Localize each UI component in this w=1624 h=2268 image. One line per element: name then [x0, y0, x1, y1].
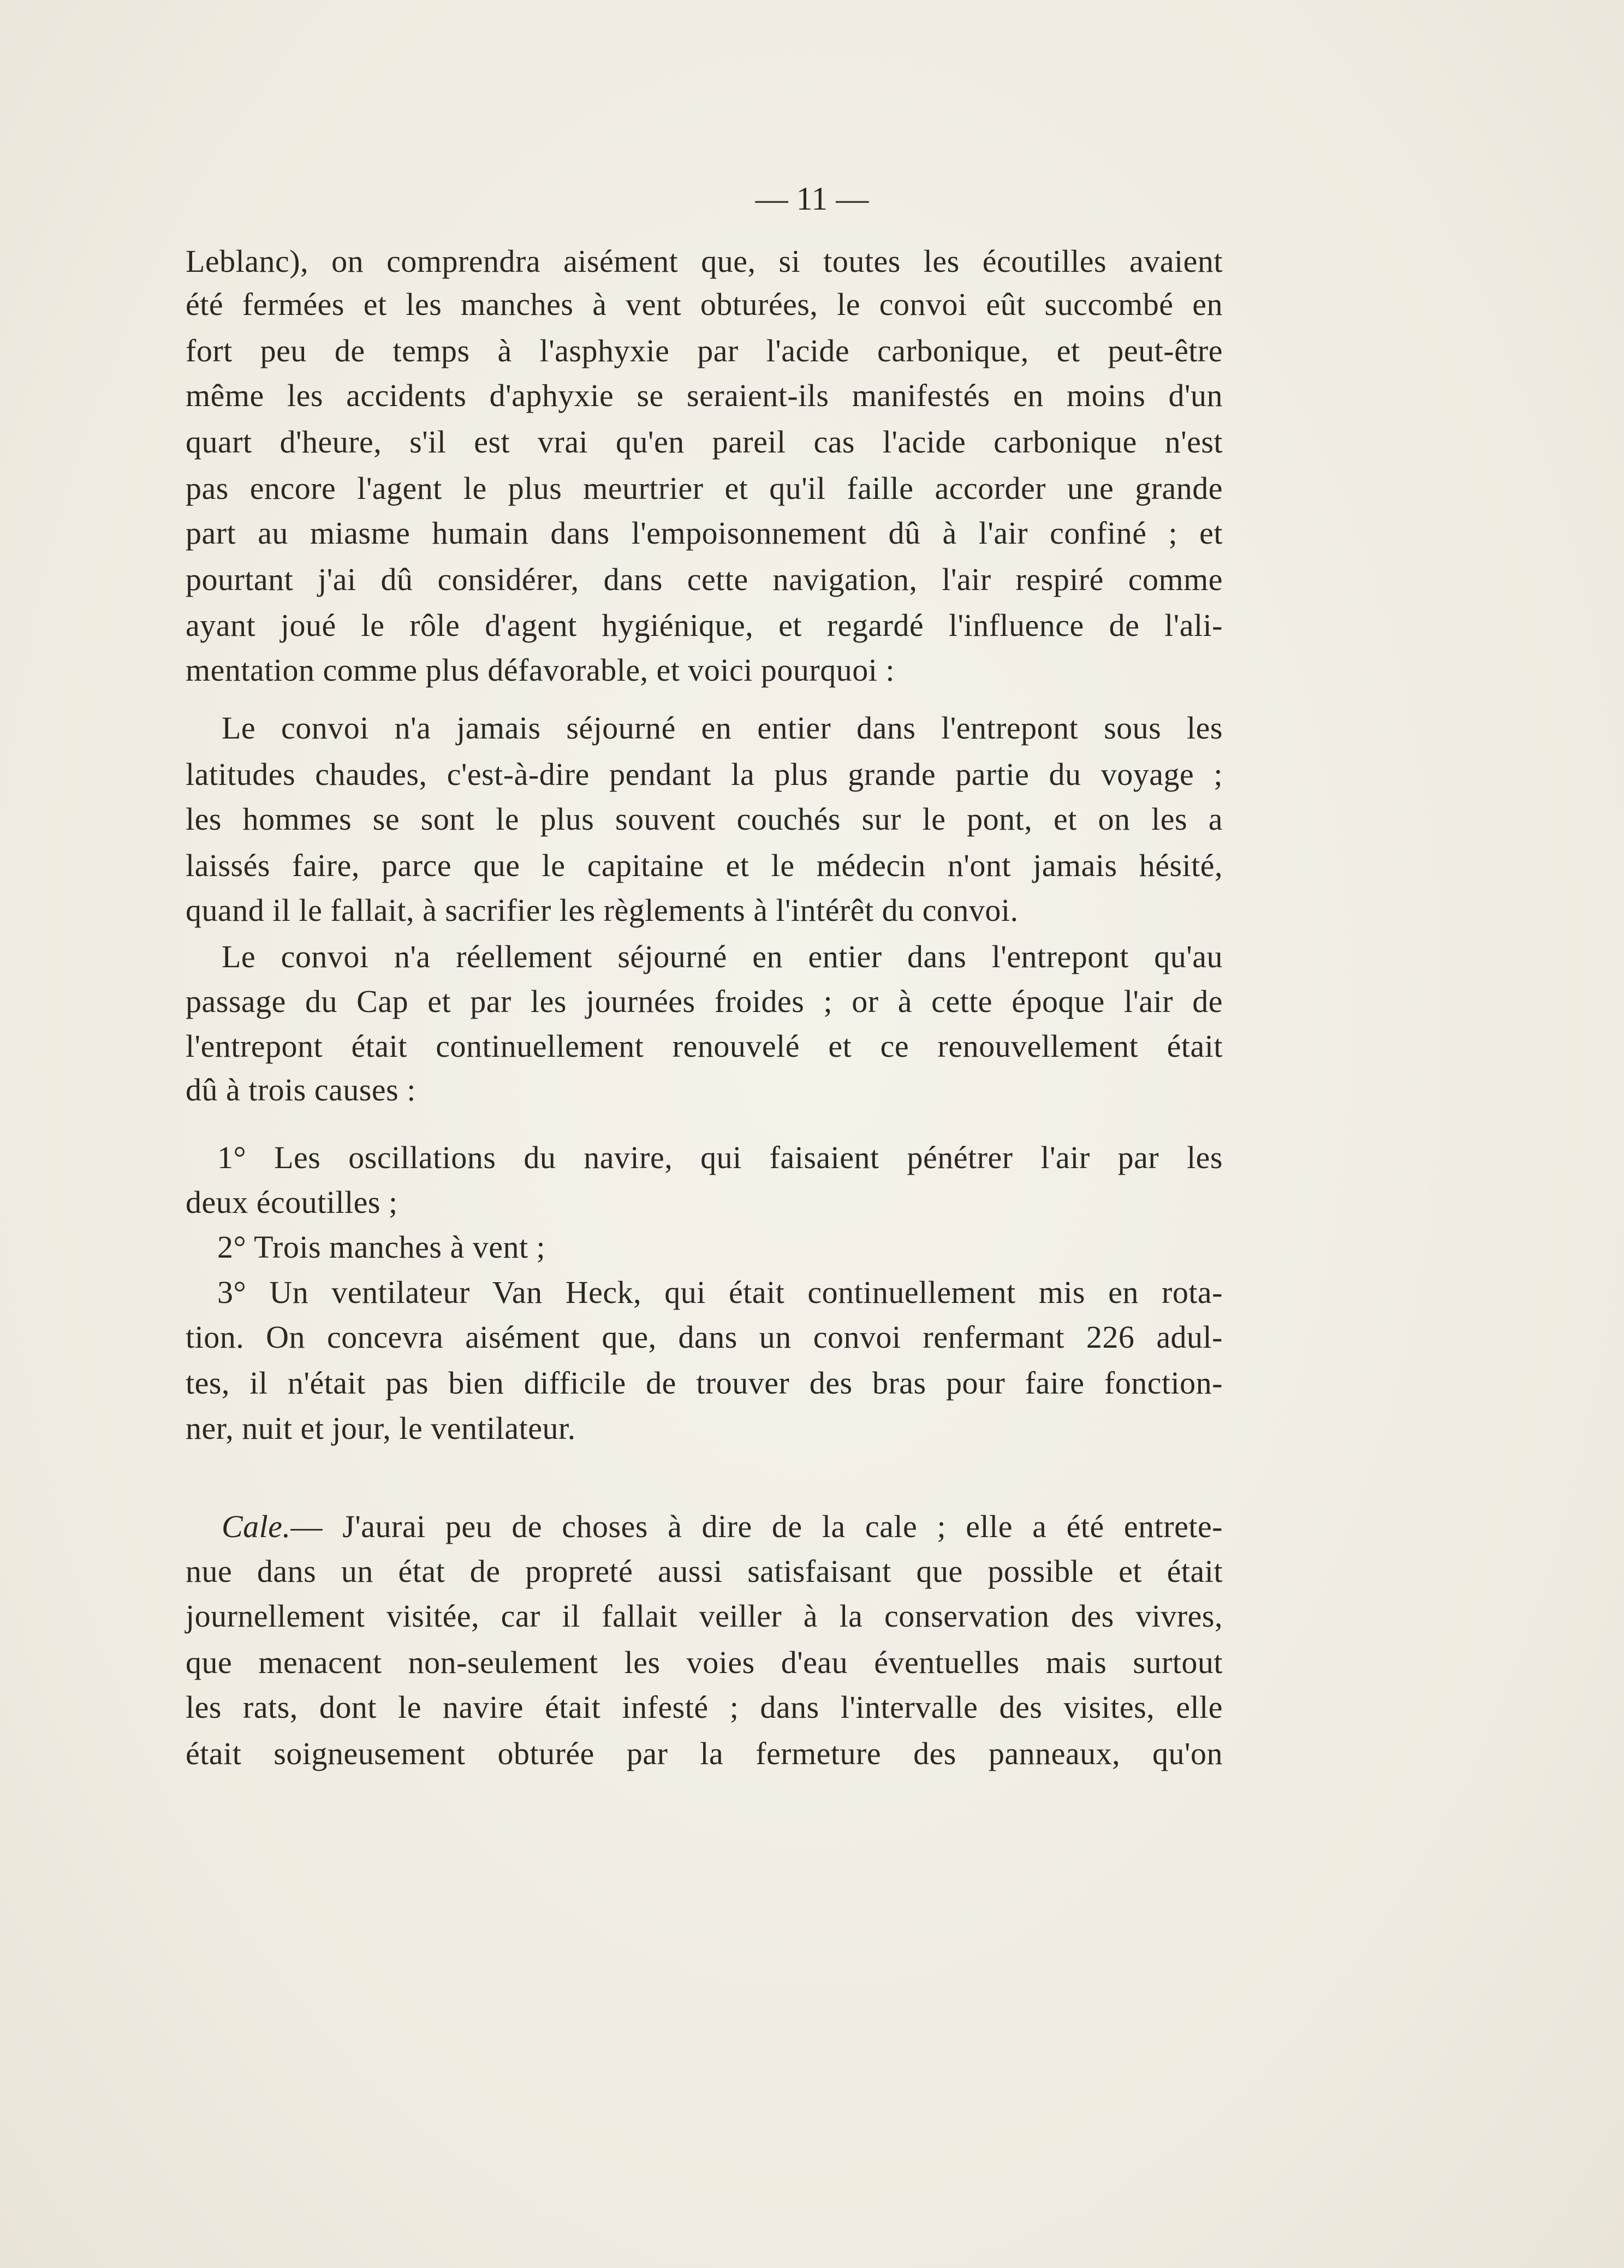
text-line: était soigneusement obturée par la fermeture des panneaux, qu'on — [186, 1736, 1223, 1771]
text-line: latitudes chaudes, c'est-à-dire pendant la plus grande partie du voyage ; — [186, 757, 1223, 792]
page-number: — 11 — — [755, 181, 869, 217]
text-line: tion. On concevra aisément que, dans un convoi renfermant 226 adul- — [186, 1319, 1223, 1355]
text-line: été fermées et les manches à vent obturées, le convoi eût succombé en — [186, 287, 1223, 322]
text-line: 1° Les oscillations du navire, qui faisaient pénétrer l'air par les — [217, 1140, 1223, 1175]
text-line: part au miasme humain dans l'empoisonnement dû à l'air confiné ; et — [186, 515, 1223, 551]
text-line: ayant joué le rôle d'agent hygiénique, et regardé l'influence de l'ali- — [186, 608, 1223, 643]
text-line: pourtant j'ai dû considérer, dans cette navigation, l'air respiré comme — [186, 562, 1223, 597]
line-text: — J'aurai peu de choses à dire de la cale ; elle a été entrete- — [290, 1509, 1223, 1544]
text-line: Le convoi n'a réellement séjourné en entier dans l'entrepont qu'au — [222, 939, 1223, 974]
text-line: fort peu de temps à l'asphyxie par l'acide carbonique, et peut-être — [186, 333, 1223, 368]
text-line: quart d'heure, s'il est vrai qu'en pareil cas l'acide carbonique n'est — [186, 424, 1223, 460]
text-line: journellement visitée, car il fallait veiller à la conservation des vivres, — [186, 1598, 1223, 1634]
text-line: que menacent non-seulement les voies d'eau éventuelles mais surtout — [186, 1645, 1223, 1680]
text-line: nue dans un état de propreté aussi satisfaisant que possible et était — [186, 1553, 1223, 1589]
text-line — [186, 1505, 1223, 1549]
text-line: deux écoutilles ; — [186, 1184, 398, 1220]
text-line: 3° Un ventilateur Van Heck, qui était continuellement mis en rota- — [217, 1275, 1223, 1310]
text-line: quand il le fallait, à sacrifier les règlements à l'intérêt du convoi. — [186, 892, 1019, 928]
text-line: Leblanc), on comprendra aisément que, si toutes les écoutilles avaient — [186, 243, 1223, 279]
section-lead: Cale. — [222, 1509, 291, 1544]
text-line: pas encore l'agent le plus meurtrier et qu'il faille accorder une grande — [186, 471, 1223, 506]
text-line: mentation comme plus défavorable, et voici pourquoi : — [186, 652, 895, 688]
text-line: passage du Cap et par les journées froides ; or à cette époque l'air de — [186, 984, 1223, 1019]
text-line: les hommes se sont le plus souvent couchés sur le pont, et on les a — [186, 801, 1223, 837]
text-line: l'entrepont était continuellement renouvelé et ce renouvellement était — [186, 1028, 1223, 1064]
text-line: 2° Trois manches à vent ; — [217, 1229, 546, 1265]
text-line: ner, nuit et jour, le ventilateur. — [186, 1410, 576, 1446]
text-line: laissés faire, parce que le capitaine et le médecin n'ont jamais hésité, — [186, 848, 1223, 883]
text-line: dû à trois causes : — [186, 1072, 416, 1108]
text-line: Le convoi n'a jamais séjourné en entier dans l'entrepont sous les — [222, 710, 1223, 746]
text-line: les rats, dont le navire était infesté ; dans l'intervalle des visites, elle — [186, 1689, 1223, 1725]
text-line: tes, il n'était pas bien difficile de trouver des bras pour faire fonction- — [186, 1365, 1223, 1401]
text-line: même les accidents d'aphyxie se seraient-ils manifestés en moins d'un — [186, 378, 1223, 413]
